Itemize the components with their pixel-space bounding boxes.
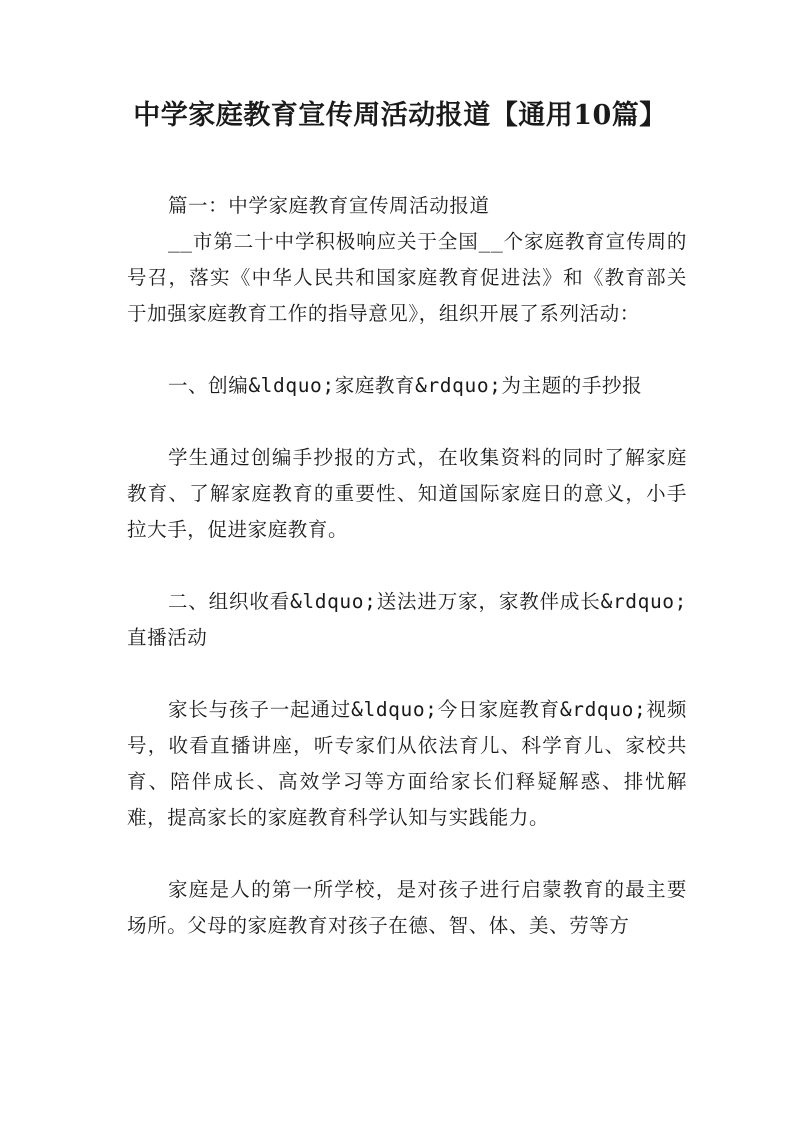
paragraph-spacer [127, 548, 687, 584]
intro-paragraph: __市第二十中学积极响应关于全国__个家庭教育宣传周的号召，落实《中华人民共和国家庭教育促进法》和《教育部关于加强家庭教育工作的指导意见》，组织开展了系列活动： [127, 230, 687, 325]
paragraph-spacer [127, 836, 687, 872]
section-heading-part-one: 篇一：中学家庭教育宣传周活动报道 [167, 194, 490, 217]
paragraph-spacer [127, 332, 687, 368]
activity-heading-1: 一、创编&ldquo;家庭教育&rdquo;为主题的手抄报 [167, 374, 643, 397]
activity-paragraph-1: 学生通过创编手抄报的方式，在收集资料的同时了解家庭教育、了解家庭教育的重要性、知道国际家庭日的意义，小手拉大手，促进家庭教育。 [127, 446, 687, 541]
activity-paragraph-2: 家长与孩子一起通过&ldquo;今日家庭教育&rdquo;视频号，收看直播讲座，听专家们从依法育儿、科学育儿、家校共育、陪伴成长、高效学习等方面给家长们释疑解惑、排忧解难，提高家长的家庭教育科学认知与实践能力。 [127, 698, 687, 829]
document-title: 中学家庭教育宣传周活动报道【通用10篇】 [133, 100, 667, 131]
closing-paragraph: 家庭是人的第一所学校，是对孩子进行启蒙教育的最主要场所。父母的家庭教育对孩子在德、智、体、美、劳等方 [127, 878, 687, 937]
paragraph-spacer [127, 404, 687, 440]
paragraph-spacer [127, 656, 687, 692]
activity-heading-2: 二、组织收看&ldquo;送法进万家，家教伴成长&rdquo;直播活动 [127, 590, 687, 649]
document-body [127, 188, 687, 944]
